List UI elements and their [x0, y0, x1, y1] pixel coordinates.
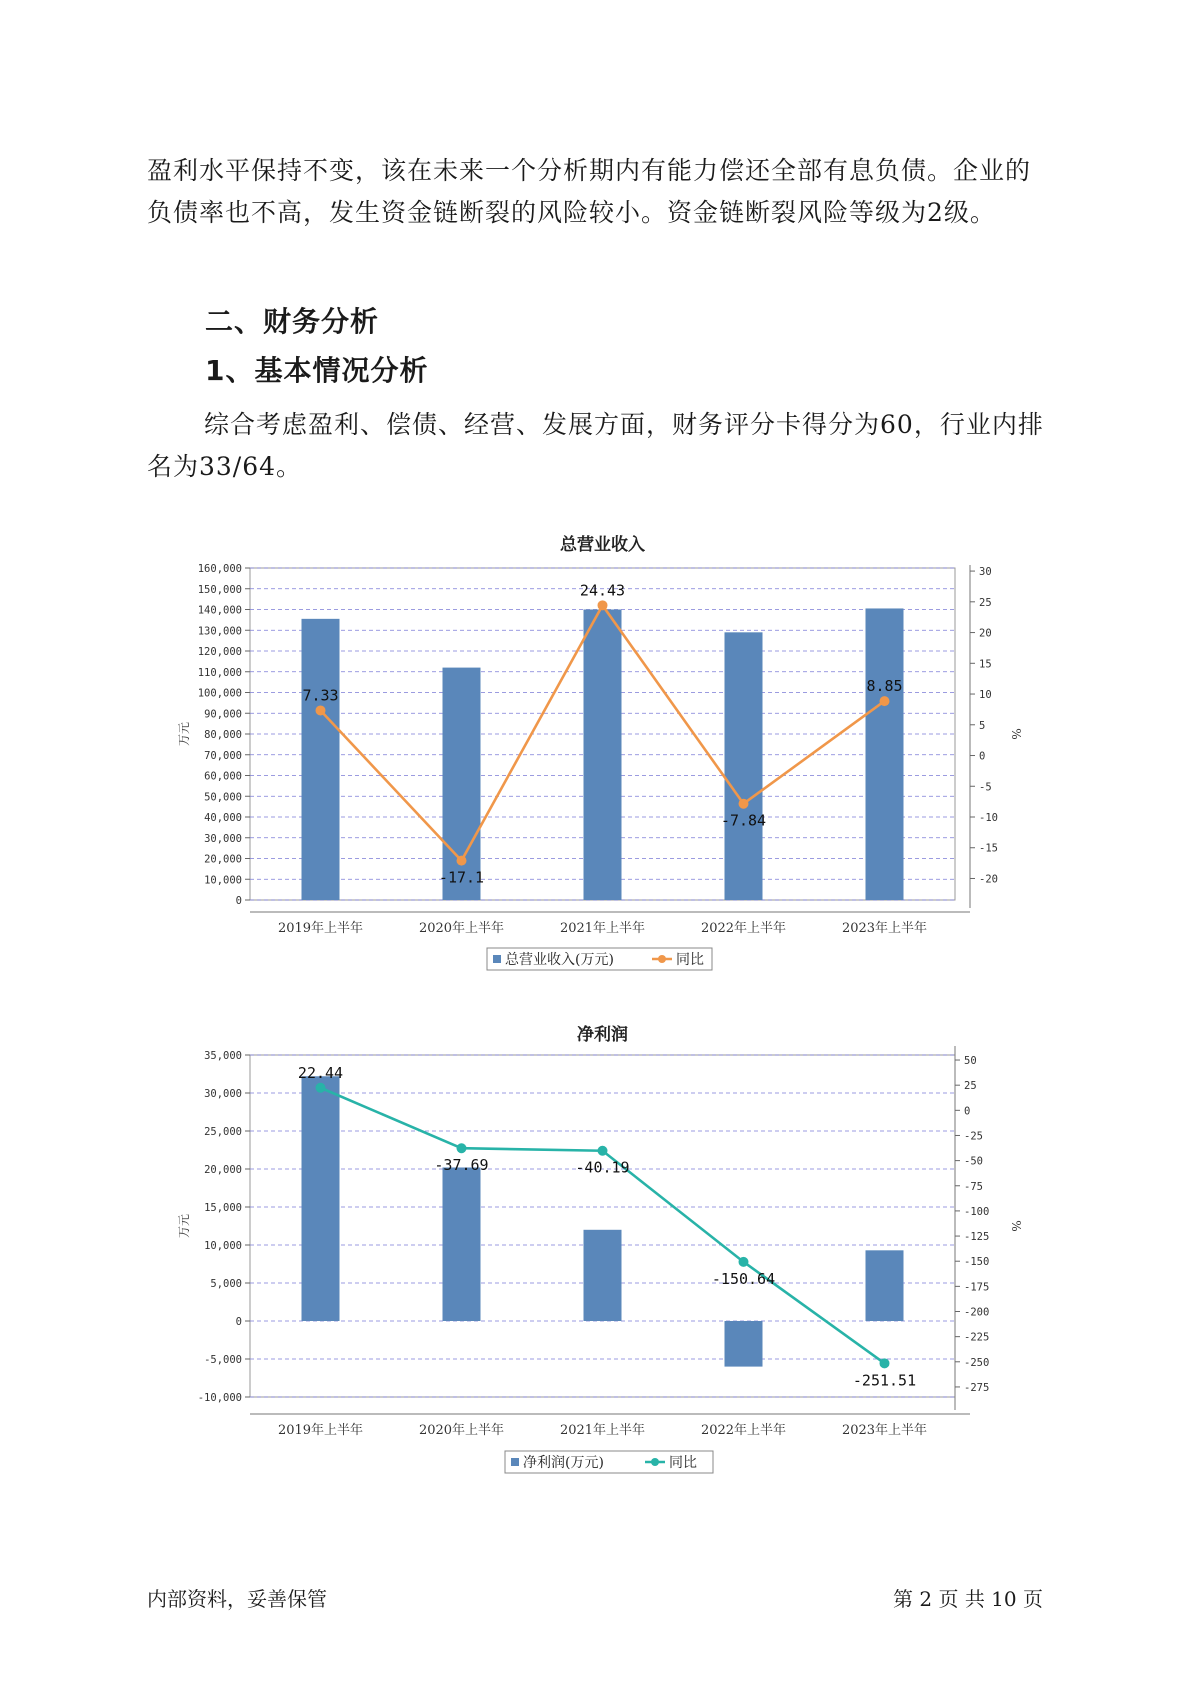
revenue-chart — [0, 520, 1191, 980]
profit-ytick-label: 35,000 — [204, 1050, 242, 1062]
profit-bar — [443, 1167, 481, 1321]
revenue-point — [598, 600, 608, 610]
profit-xtick-label: 2020年上半年 — [418, 1423, 505, 1438]
profit-y2tick-label: -175 — [964, 1281, 990, 1294]
profit-y2tick-label: -125 — [964, 1231, 990, 1244]
profit-data-label: -150.64 — [711, 1269, 776, 1288]
profit-bar — [302, 1076, 340, 1321]
revenue-ytick-label: 60,000 — [204, 770, 242, 783]
section-heading: 二、财务分析 — [205, 305, 380, 338]
profit-point — [598, 1146, 608, 1156]
revenue-legend-bar-swatch — [493, 955, 501, 963]
profit-y2tick-label: -250 — [964, 1356, 990, 1369]
revenue-legend-line-marker — [658, 955, 666, 963]
profit-y2tick-label: -25 — [964, 1130, 983, 1143]
profit-y2tick-label: -200 — [964, 1306, 990, 1319]
profit-y2tick-label: -225 — [964, 1331, 990, 1344]
profit-point — [316, 1083, 326, 1093]
revenue-chart-svg — [0, 520, 1191, 980]
profit-y2tick-label: 50 — [964, 1055, 977, 1068]
revenue-ytick-label: 20,000 — [204, 853, 242, 866]
profit-data-label: -37.69 — [434, 1156, 489, 1175]
revenue-y2tick-label: 5 — [979, 719, 986, 732]
revenue-y2tick-label: 10 — [979, 689, 992, 702]
revenue-ytick-label: 150,000 — [197, 583, 242, 596]
revenue-bar — [302, 619, 340, 900]
revenue-ytick-label: 10,000 — [204, 874, 242, 887]
profit-bar — [725, 1321, 763, 1367]
profit-point — [457, 1143, 467, 1153]
revenue-ytick-label: 50,000 — [204, 791, 242, 804]
revenue-data-label: 7.33 — [302, 686, 339, 705]
summary-text: 综合考虑盈利、偿债、经营、发展方面，财务评分卡得分为60，行业内排名为33/64。 — [147, 410, 1044, 481]
revenue-data-label: -17.1 — [438, 868, 485, 887]
profit-ytick-label: 30,000 — [204, 1088, 242, 1100]
revenue-y2tick-label: 15 — [979, 658, 992, 671]
revenue-ytick-label: 130,000 — [197, 625, 242, 638]
revenue-ylabel: 万元 — [177, 721, 191, 747]
revenue-y2tick-label: 0 — [979, 750, 986, 763]
revenue-xtick-label: 2019年上半年 — [277, 921, 364, 936]
profit-ytick-label: 20,000 — [204, 1164, 242, 1176]
revenue-xtick-label: 2020年上半年 — [418, 921, 505, 936]
profit-ytick-label: 15,000 — [204, 1202, 242, 1214]
profit-ytick-label: 25,000 — [204, 1126, 242, 1138]
profit-line — [321, 1088, 885, 1364]
revenue-y2tick-label: -15 — [979, 842, 998, 855]
revenue-data-label: 8.85 — [866, 677, 903, 696]
revenue-ytick-label: 120,000 — [197, 646, 242, 658]
revenue-y2tick-label: -10 — [979, 812, 998, 824]
profit-data-label: -251.51 — [852, 1371, 917, 1390]
revenue-bar — [584, 610, 622, 901]
profit-ytick-label: -10,000 — [197, 1392, 242, 1404]
profit-legend-line-marker — [651, 1458, 659, 1466]
revenue-ytick-label: 140,000 — [197, 604, 242, 617]
revenue-ytick-label: 100,000 — [197, 687, 242, 700]
profit-xtick-label: 2019年上半年 — [277, 1423, 364, 1438]
profit-y2tick-label: 0 — [964, 1105, 971, 1118]
profit-legend-bar-swatch — [511, 1458, 519, 1466]
revenue-xtick-label: 2022年上半年 — [700, 921, 787, 936]
revenue-legend-bar-label: 总营业收入(万元) — [505, 952, 614, 968]
profit-xtick-label: 2021年上半年 — [559, 1423, 646, 1438]
profit-data-label: 22.44 — [297, 1063, 344, 1082]
summary-paragraph — [147, 404, 1047, 488]
net-profit-chart — [0, 1010, 1191, 1490]
revenue-point — [739, 799, 749, 809]
subsection-heading: 1、基本情况分析 — [205, 354, 429, 387]
profit-legend-bar-label: 净利润(万元) — [523, 1455, 604, 1471]
profit-ytick-label: 10,000 — [204, 1240, 242, 1252]
revenue-data-label: -7.84 — [720, 811, 767, 830]
revenue-ytick-label: 90,000 — [204, 708, 242, 721]
revenue-ytick-label: 30,000 — [204, 832, 242, 845]
paragraph-continued: 盈利水平保持不变，该在未来一个分析期内有能力偿还全部有息负债。企业的负债率也不高，发生资金链断裂的风险较小。资金链断裂风险等级为2级。 — [147, 156, 1032, 227]
revenue-ytick-label: 110,000 — [197, 666, 242, 679]
profit-bar — [584, 1230, 622, 1321]
profit-y2tick-label: -75 — [964, 1180, 983, 1193]
revenue-ytick-label: 80,000 — [204, 729, 242, 741]
revenue-point — [457, 856, 467, 866]
profit-ytick-label: -5,000 — [204, 1354, 242, 1366]
revenue-y2tick-label: 30 — [979, 566, 992, 579]
profit-point — [739, 1257, 749, 1267]
profit-ytick-label: 5,000 — [210, 1278, 242, 1290]
revenue-ytick-label: 0 — [235, 895, 242, 907]
profit-y2tick-label: -100 — [964, 1205, 990, 1218]
profit-y2label: % — [1009, 1220, 1023, 1232]
revenue-y2tick-label: 20 — [979, 627, 992, 640]
profit-xtick-label: 2023年上半年 — [841, 1423, 928, 1438]
revenue-xtick-label: 2021年上半年 — [559, 921, 646, 936]
revenue-y2tick-label: 25 — [979, 596, 992, 609]
revenue-y2tick-label: -5 — [979, 781, 992, 794]
revenue-bar — [866, 608, 904, 900]
revenue-xtick-label: 2023年上半年 — [841, 921, 928, 936]
revenue-y2label: % — [1009, 728, 1023, 740]
profit-data-label: -40.19 — [575, 1158, 630, 1177]
revenue-ytick-label: 160,000 — [197, 563, 242, 575]
profit-y2tick-label: 25 — [964, 1080, 977, 1093]
profit-y2tick-label: -150 — [964, 1256, 990, 1269]
revenue-title: 总营业收入 — [560, 535, 645, 555]
profit-bar — [866, 1250, 904, 1321]
profit-plot-area — [250, 1055, 955, 1397]
revenue-bar — [725, 632, 763, 900]
profit-y2tick-label: -275 — [964, 1381, 990, 1394]
revenue-point — [880, 696, 890, 706]
net-profit-chart-svg — [0, 1010, 1191, 1490]
revenue-legend-line-label: 同比 — [676, 952, 704, 968]
revenue-ytick-label: 40,000 — [204, 812, 242, 824]
profit-title: 净利润 — [577, 1025, 628, 1045]
profit-point — [880, 1358, 890, 1368]
profit-ylabel: 万元 — [177, 1213, 191, 1239]
profit-legend-line-label: 同比 — [669, 1455, 697, 1471]
revenue-point — [316, 705, 326, 715]
revenue-data-label: 24.43 — [579, 581, 626, 600]
footer-page-number: 第 2 页 共 10 页 — [893, 1587, 1043, 1611]
footer-confidential: 内部资料，妥善保管 — [147, 1587, 327, 1611]
profit-xtick-label: 2022年上半年 — [700, 1423, 787, 1438]
revenue-y2tick-label: -20 — [979, 873, 998, 886]
revenue-ytick-label: 70,000 — [204, 749, 242, 762]
profit-y2tick-label: -50 — [964, 1155, 983, 1168]
profit-ytick-label: 0 — [235, 1316, 242, 1328]
